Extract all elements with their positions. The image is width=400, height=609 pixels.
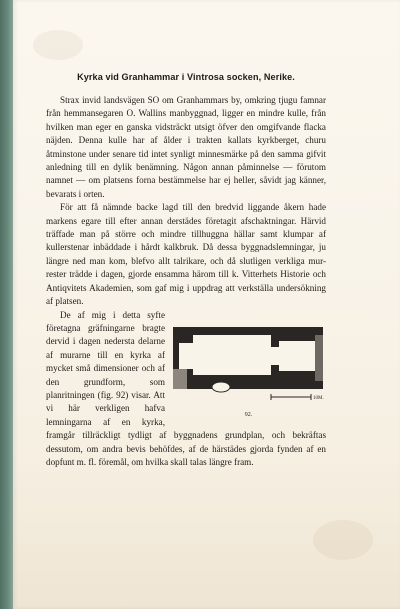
- page-heading: Kyrka vid Granhammar i Vintrosa socken, Nerike.: [77, 72, 295, 82]
- figure-caption: 92.: [244, 411, 253, 418]
- plan-ruined-wall: [173, 369, 187, 389]
- paragraph-1: Strax invid landsvägen SO om Granhammars by, omkring tjugu famnar från hemmansegaren O. Wallins manbyggnad, ligger en mindre kulle, från hvilken man eger en ganska vidsträckt utsigt öfver den omgifvande flacka näjden. Denna kulle har af ålder i trakten kallats kyrkberget, churu åtminstone under senare tid intet synligt minnesmärke på den samma gifvit anledning till en dylik benämning. Någon annan påminnelse — förutom namnet — om platsens forna bestämmelse har ej heller, såvidt jag känner, bevarats i orten.: [46, 95, 326, 199]
- church-floor-plan-drawing: [171, 321, 326, 409]
- book-spine-edge: [0, 0, 13, 609]
- plan-nave: [193, 335, 271, 375]
- paper-stain: [33, 30, 83, 60]
- church-floor-plan-figure: [171, 321, 326, 421]
- paper-stain: [313, 520, 373, 560]
- plan-font-base: [212, 382, 230, 392]
- article-body: [46, 94, 326, 469]
- plan-choir: [279, 341, 315, 371]
- paragraph-2: För att få nämnde backe lagd till den bredvid liggande åkern hade markens egare till efter annan derstädes företagit afschaktningar. Härvid träffade man på större och mindre tillhuggna hällar samt klumpar af kullerstenar inbäddade i hårdt kalkbruk. Då dessa byggnadslemningar, ju längre ned man kom, blefvo allt talrikare, och då slutligen verkliga mur-rester trädde i dagen, gjorde ensamma härom till k. Vitterhets Historie och Antiqvitets Akademien, som gaf mig i uppdrag att verkställa undersökning af platsen.: [46, 202, 326, 307]
- paragraph-3: De af mig i detta syfte företagna gräfningarne bragte dervid i dagen nedersta delarne af murarne till en kyrka af mycket små dimensioner och af den grundform, som planritningen (fig. 92) visar. Att vi här verkligen hafva lemningarna af en kyrka, framgår tillräckligt tydligt af byggnadens grundplan, och bekräftas dessutom, om andra bevis behöfdes, af de härstädes gjorda fynden af en dopfunt m. fl. föremål, om hvilka skall talas längre fram.: [46, 309, 326, 467]
- plan-ruined-wall: [315, 335, 323, 381]
- scale-label: 10M.: [313, 395, 324, 401]
- plan-chancel-arch: [271, 347, 279, 365]
- plan-west-room: [179, 343, 193, 369]
